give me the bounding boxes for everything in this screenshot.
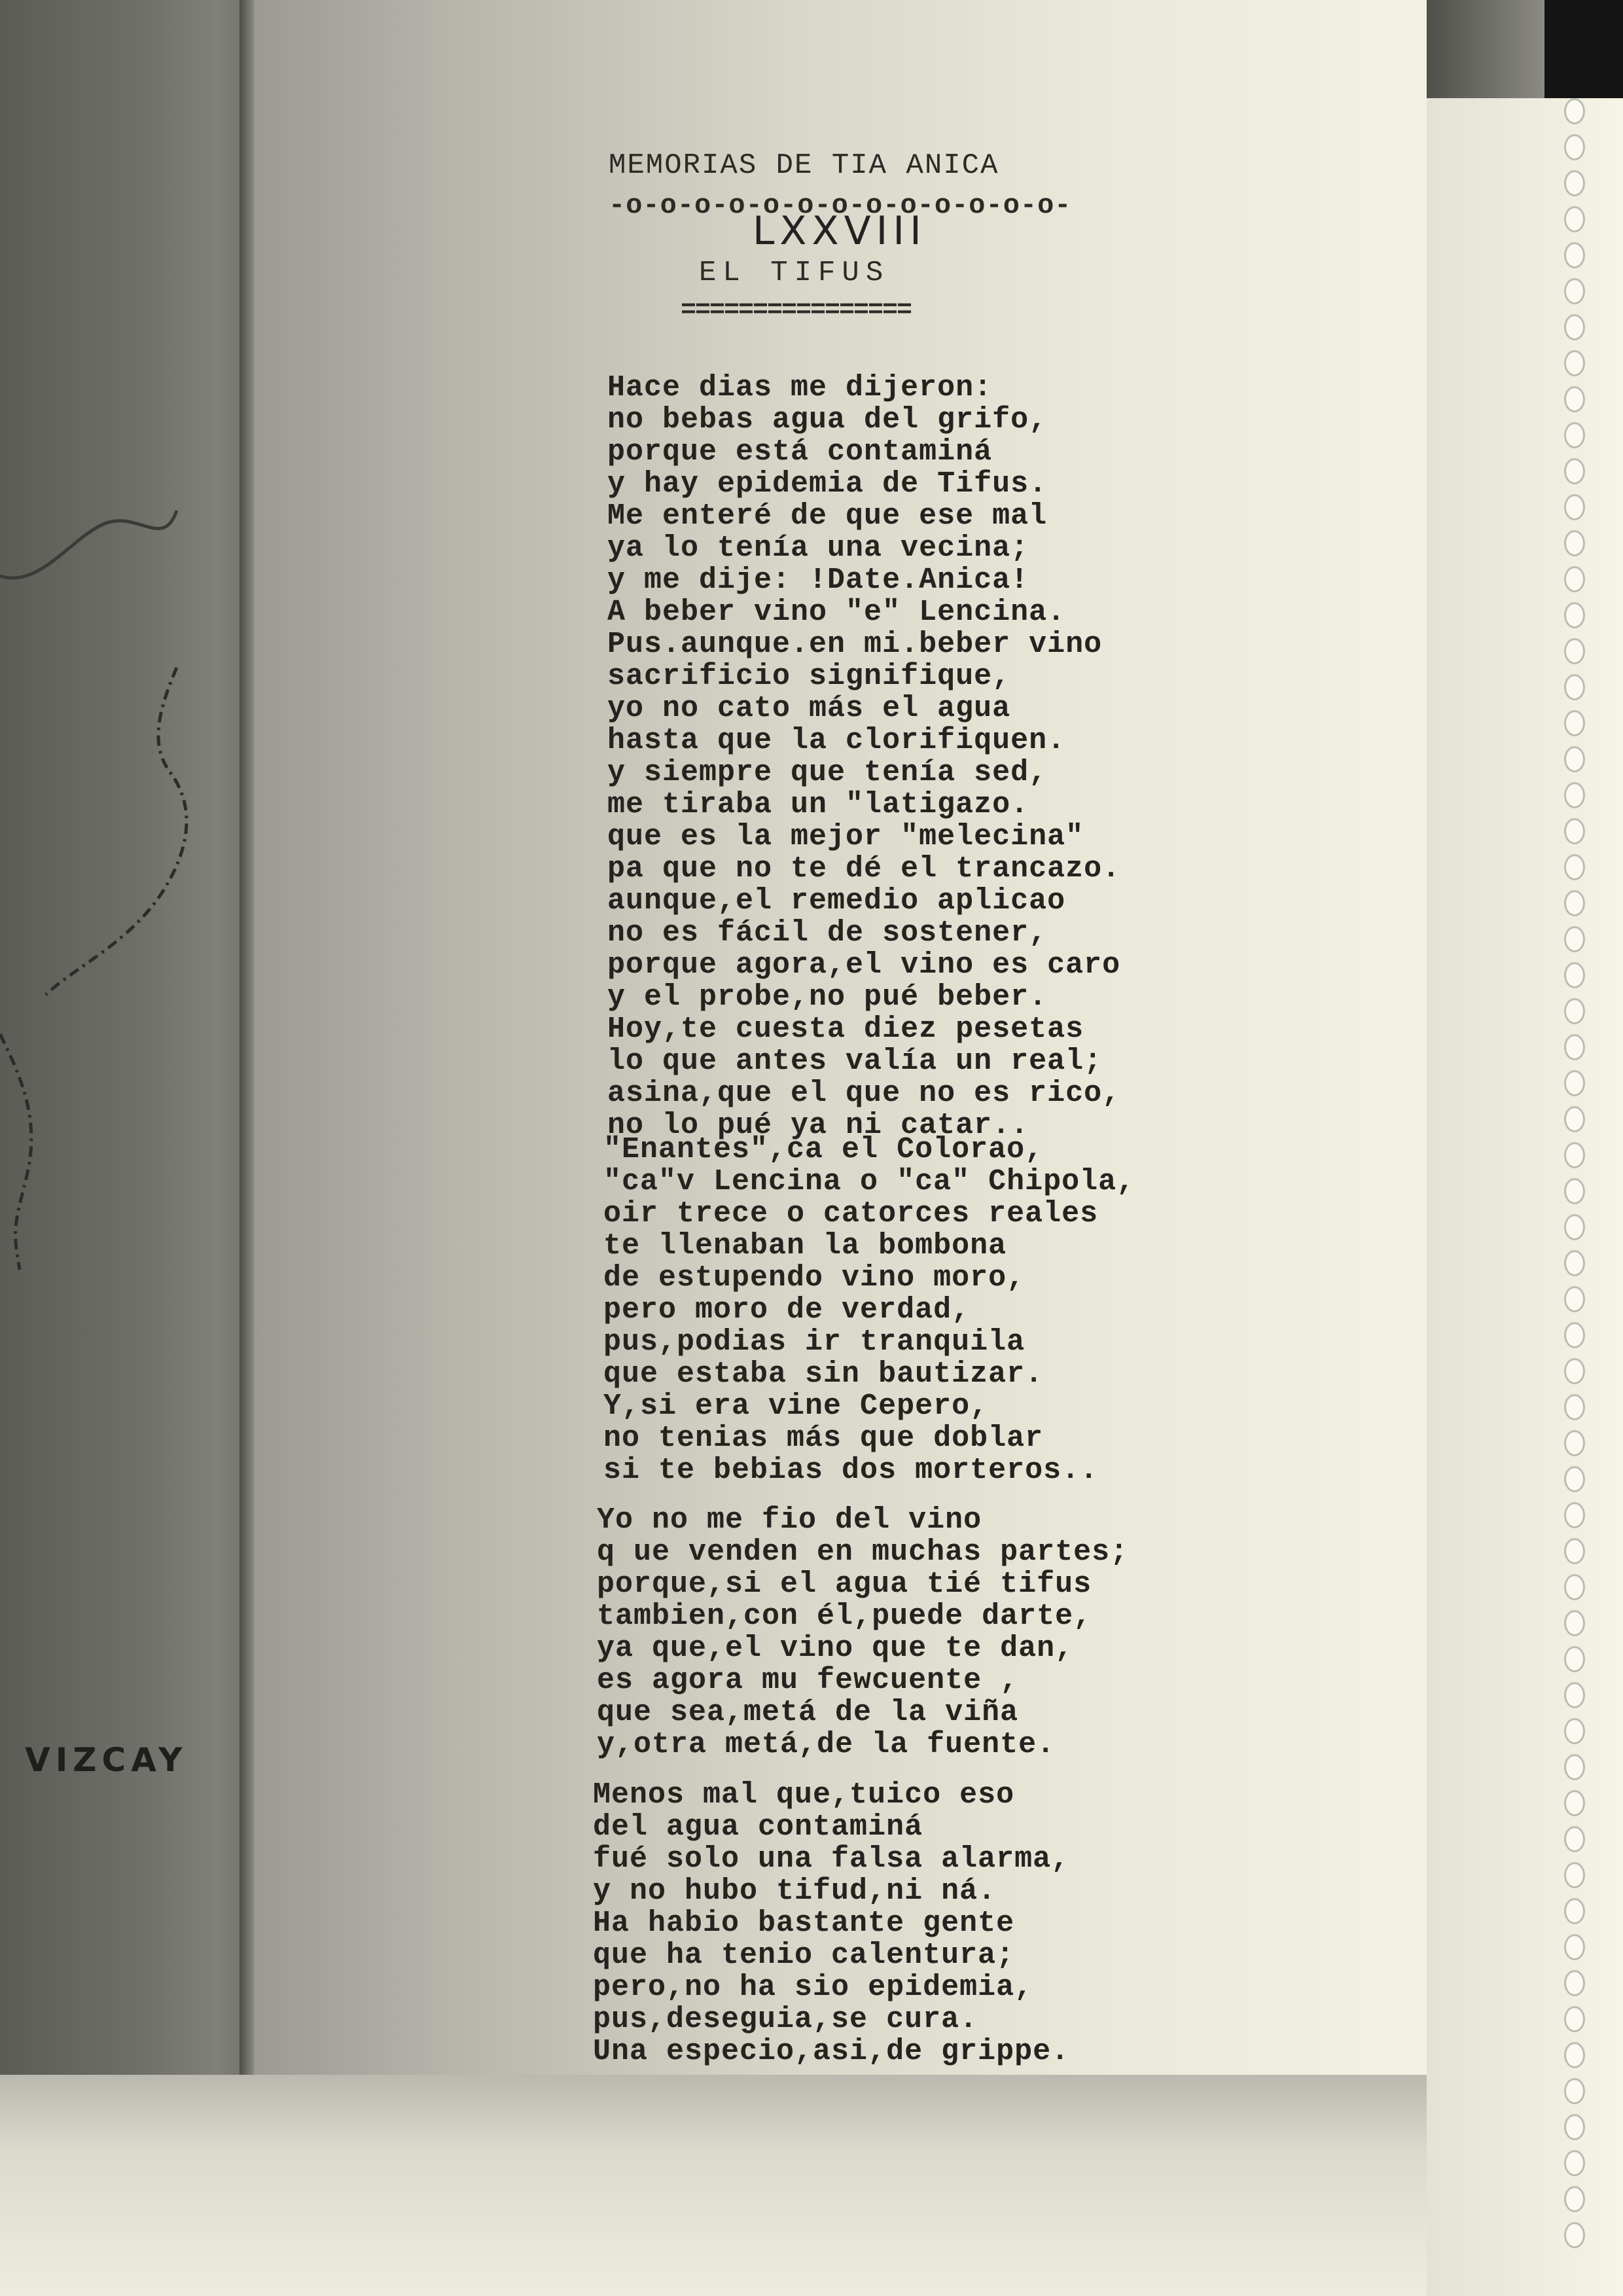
verse-line: Menos mal que,tuico eso (593, 1778, 1015, 1812)
binder-hole (1564, 242, 1585, 268)
binder-hole (1564, 1862, 1585, 1888)
binder-hole (1564, 2006, 1585, 2032)
verse-line: que es la mejor "melecina" (607, 820, 1084, 853)
verse-line: y no hubo tifud,ni ná. (593, 1874, 997, 1908)
map-label: VIZCAY (25, 1741, 188, 1779)
binder-hole (1564, 566, 1585, 592)
verse-line: ya lo tenía una vecina; (607, 531, 1029, 565)
binder-hole (1564, 170, 1585, 196)
binder-hole (1564, 602, 1585, 628)
binder-hole (1564, 134, 1585, 160)
binder-hole (1564, 782, 1585, 808)
verse-line: Una especio,asi,de grippe. (593, 2035, 1070, 2068)
binder-hole (1564, 1646, 1585, 1672)
binder-hole (1564, 1682, 1585, 1708)
verse-line: y siempre que tenía sed, (607, 756, 1048, 789)
verse-line: y,otra metá,de la fuente. (597, 1728, 1056, 1761)
chapter-number: LXXVIII (753, 208, 927, 254)
binder-hole (1564, 1970, 1585, 1996)
binder-hole (1564, 1610, 1585, 1636)
binder-hole (1564, 926, 1585, 952)
verse-line: que estaba sin bautizar. (603, 1357, 1044, 1391)
binder-hole (1564, 1214, 1585, 1240)
verse-line: y el probe,no pué beber. (607, 980, 1048, 1014)
binder-hole (1564, 350, 1585, 376)
chapter-title: EL TIFUS (699, 257, 890, 289)
binder-hole (1564, 1898, 1585, 1924)
binder-hole (1564, 530, 1585, 556)
binder-hole (1564, 1178, 1585, 1204)
right-margin-strip (1427, 98, 1623, 2296)
binder-hole (1564, 458, 1585, 484)
binder-hole (1564, 638, 1585, 664)
verse-line: porque agora,el vino es caro (607, 948, 1121, 982)
binder-hole (1564, 746, 1585, 772)
binder-hole (1564, 386, 1585, 412)
verse-line: no tenias más que doblar (603, 1422, 1044, 1455)
binder-hole (1564, 206, 1585, 232)
verse-line: que sea,metá de la viña (597, 1696, 1019, 1729)
binder-hole (1564, 1070, 1585, 1096)
verse-line: Pus.aunque.en mi.beber vino (607, 628, 1103, 661)
binder-hole (1564, 1286, 1585, 1312)
bottom-shadow (0, 2075, 1623, 2296)
verse-line: fué solo una falsa alarma, (593, 1842, 1070, 1876)
binder-hole (1564, 710, 1585, 736)
verse-line: ya que,el vino que te dan, (597, 1632, 1074, 1665)
binder-hole (1564, 1394, 1585, 1420)
verse-line: asina,que el que no es rico, (607, 1077, 1121, 1110)
binder-hole (1564, 1034, 1585, 1060)
binder-hole (1564, 2078, 1585, 2104)
verse-line: me tiraba un "latigazo. (607, 788, 1029, 821)
verse-line: y hay epidemia de Tifus. (607, 467, 1048, 501)
verse-line: A beber vino "e" Lencina. (607, 596, 1066, 629)
corner-shadow (1427, 0, 1544, 98)
verse-line: hasta que la clorifiquen. (607, 724, 1066, 757)
verse-line: "Enantes",ca el Colorao, (603, 1133, 1044, 1166)
verse-line: aunque,el remedio aplicao (607, 884, 1066, 918)
binder-hole (1564, 1430, 1585, 1456)
verse-line: porque está contaminá (607, 435, 993, 469)
binder-hole (1564, 2150, 1585, 2176)
verse-line: del agua contaminá (593, 1810, 923, 1844)
verse-line: porque,si el agua tié tifus (597, 1568, 1092, 1601)
verse-line: es agora mu fewcuente , (597, 1664, 1019, 1697)
verse-line: tambien,con él,puede darte, (597, 1600, 1092, 1633)
binder-hole (1564, 890, 1585, 916)
binder-hole (1564, 2186, 1585, 2212)
verse-line: Hoy,te cuesta diez pesetas (607, 1013, 1084, 1046)
verse-line: yo no cato más el agua (607, 692, 1011, 725)
binder-hole (1564, 998, 1585, 1024)
binder-hole (1564, 422, 1585, 448)
verse-line: Ha habio bastante gente (593, 1907, 1015, 1940)
verse-line: de estupendo vino moro, (603, 1261, 1026, 1295)
binder-hole (1564, 1538, 1585, 1564)
binder-hole (1564, 962, 1585, 988)
corner-black (1544, 0, 1623, 98)
verse-line: te llenaban la bombona (603, 1229, 1007, 1263)
binder-hole (1564, 1790, 1585, 1816)
binder-hole (1564, 1322, 1585, 1348)
title-underline: ================ (681, 296, 912, 325)
binder-hole (1564, 674, 1585, 700)
binder-hole (1564, 818, 1585, 844)
verse-line: pus,deseguia,se cura. (593, 2003, 978, 2036)
verse-line: no bebas agua del grifo, (607, 403, 1048, 437)
binder-hole (1564, 1502, 1585, 1528)
verse-line: no es fácil de sostener, (607, 916, 1048, 950)
verse-line: oir trece o catorces reales (603, 1197, 1099, 1230)
binder-hole (1564, 98, 1585, 124)
binder-hole (1564, 1754, 1585, 1780)
verse-line: pero moro de verdad, (603, 1293, 971, 1327)
verse-line: pero,no ha sio epidemia, (593, 1971, 1033, 2004)
map-border-outline (0, 497, 249, 1283)
binder-hole (1564, 1106, 1585, 1132)
verse-line: pus,podias ir tranquila (603, 1325, 1026, 1359)
binder-hole (1564, 1574, 1585, 1600)
verse-line: Me enteré de que ese mal (607, 499, 1048, 533)
verse-line: Y,si era vine Cepero, (603, 1390, 989, 1423)
binder-hole (1564, 1250, 1585, 1276)
verse-line: lo que antes valía un real; (607, 1045, 1103, 1078)
binder-hole (1564, 2042, 1585, 2068)
binder-hole (1564, 1826, 1585, 1852)
binder-hole (1564, 2222, 1585, 2248)
binder-hole (1564, 854, 1585, 880)
page-title: MEMORIAS DE TIA ANICA (609, 149, 999, 182)
binder-hole (1564, 1358, 1585, 1384)
verse-line: sacrificio signifique, (607, 660, 1011, 693)
verse-line: que ha tenio calentura; (593, 1939, 1015, 1972)
binder-hole (1564, 494, 1585, 520)
binder-hole (1564, 1934, 1585, 1960)
verse-line: y me dije: !Date.Anica! (607, 564, 1029, 597)
verse-line: "ca"v Lencina o "ca" Chipola, (603, 1165, 1135, 1198)
verse-line: Hace dias me dijeron: (607, 371, 993, 404)
verse-line: pa que no te dé el trancazo. (607, 852, 1121, 886)
title-divider: -o-o-o-o-o-o-o-o-o-o-o-o-o- (609, 190, 1072, 221)
binder-hole (1564, 1142, 1585, 1168)
verse-line: Yo no me fio del vino (597, 1503, 982, 1537)
verse-line: no lo pué ya ni catar.. (607, 1109, 1029, 1142)
binder-hole (1564, 278, 1585, 304)
binder-hole (1564, 2114, 1585, 2140)
binder-hole (1564, 314, 1585, 340)
verse-line: q ue venden en muchas partes; (597, 1535, 1129, 1569)
verse-line: si te bebias dos morteros.. (603, 1454, 1099, 1487)
binder-hole (1564, 1466, 1585, 1492)
binder-hole (1564, 1718, 1585, 1744)
